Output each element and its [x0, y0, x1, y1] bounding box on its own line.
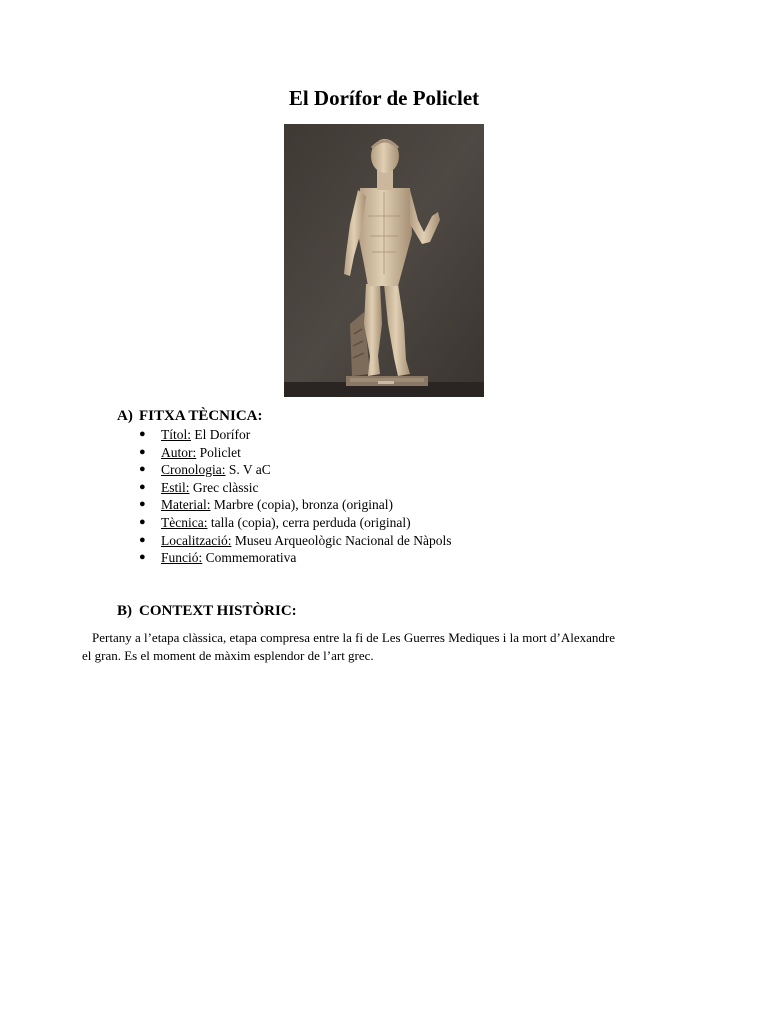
section-heading-text: FITXA TÈCNICA:	[139, 408, 263, 424]
bullet-icon: ●	[139, 515, 146, 528]
bullet-icon: ●	[139, 428, 146, 440]
list-item	[139, 549, 452, 567]
bullet-icon: ●	[139, 445, 146, 458]
bullet-icon: ●	[139, 480, 146, 493]
field-label: Tècnica:	[161, 514, 208, 530]
field-value: Marbre (copia), bronza (original)	[210, 497, 394, 513]
list-item	[139, 461, 452, 479]
bullet-icon: ●	[139, 533, 146, 546]
field-value: Commemorativa	[202, 550, 297, 566]
section-letter: A)	[117, 408, 133, 424]
field-label: Funció:	[161, 550, 203, 566]
fitxa-tecnica-list	[139, 426, 452, 567]
bullet-icon: ●	[139, 551, 146, 564]
list-item	[139, 426, 452, 444]
list-item	[139, 496, 452, 514]
list-item	[139, 479, 452, 497]
field-value: S. V aC	[225, 462, 271, 478]
context-line: el gran. Es el moment de màxim esplendor de l’art grec.	[82, 648, 374, 663]
field-label: Material:	[161, 497, 211, 513]
field-label: Cronologia:	[161, 462, 226, 478]
list-item	[139, 514, 452, 532]
field-label: Títol:	[161, 427, 191, 442]
bullet-icon: ●	[139, 463, 146, 476]
field-label: Autor:	[161, 444, 197, 460]
field-value: talla (copia), cerra perduda (original)	[207, 514, 411, 530]
context-paragraph	[82, 629, 682, 665]
page-title: El Doríf​or de Policlet	[288, 86, 480, 110]
section-heading-fitxa	[117, 408, 263, 425]
field-value: Policlet	[196, 444, 241, 460]
bullet-icon: ●	[139, 498, 146, 511]
field-label: Localització:	[161, 532, 232, 548]
field-label: Estil:	[161, 479, 190, 495]
list-item	[139, 444, 452, 462]
section-letter: B)	[117, 603, 132, 619]
list-item	[139, 532, 452, 550]
context-line: Pertany a l’etapa clàssica, etapa compresa entre la fi de Les Guerres Mediques i la mort d’Alexandre	[92, 630, 616, 645]
field-value: Grec clàssic	[189, 479, 259, 495]
statue-image	[284, 124, 484, 397]
section-heading-text: CONTEXT HISTÒRIC:	[139, 603, 297, 619]
field-value: Museu Arqueològic Nacional de Nàpols	[231, 532, 452, 548]
field-value: El Doríf​or	[191, 427, 251, 442]
section-heading-context	[117, 603, 297, 620]
